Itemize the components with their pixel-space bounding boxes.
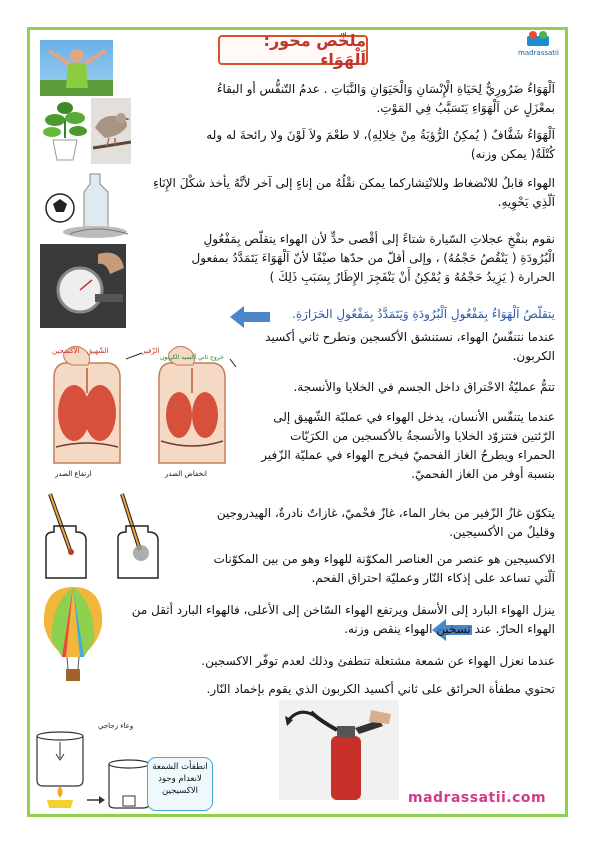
fire-extinguisher-image [279,700,399,800]
respiration-diagram [34,343,239,478]
co2-label: خروج ثاني أكسيد الكربون [160,354,224,361]
paragraph-tire-inflation: نقوم بنفْخِ عجلاتِ السّيارة شتاءً إلى أقْصى حدٍّ لأن الهواء يتقلّص بِمَفْعُولِ الْبُرُودَةِ ( يَنْقُصُ حَجْمُهُ) ، وإلى أقلّ من حدّها صيْفًا لأنّ اَلْهَوَاءَ يَتَمَدَّدُ بمفعول الحرارة ( يَزِيدُ حَجْمُهُ وَ يُمْكِنُ أَنْ يَنْفَجِرَ الإِطَارُ بِسَبَبِ ذَلِكَ ) [191,232,555,284]
plant-image [40,98,90,164]
paragraph-extinguisher: تحتوي مطفأة الحرائق على ثاني أكسيد الكربون الذي يقوم بإخماد النّار. [206,682,555,696]
glass-jar-label: وعاء زجاجي [98,722,134,730]
paragraph-breathing: عندما نتنفّسُ الهواء، نستنشق الأكسجين ونطرح ثاني أكسيد الكربون. [265,330,555,363]
oxygen-label: الأكسجين [52,347,80,355]
candle-callout: انطفأت الشمعة لانعدام وجود الاكسيجين [147,757,213,811]
candle-under-jar-diagram [33,720,153,812]
logo-icon [525,30,551,48]
breathing-person-image [40,40,113,96]
paragraph-inhale-exhale: عندما يتنفّس الأنسان، يدخل الهواء في عمليّة الشّهيق إلى الرّئتين فتتزوّد الخلايا والأنسجةُ بالأكسجين من الكرَيّات الحمراء ويطرحُ الغاز الفحميّ فيخرج الهواء في عمليّة الزّفير بنسبة أوفر من الغاز الفحميّ. [261,410,555,481]
paragraph-contraction-expansion: يتقلّصُ اَلْهَوَاءُ بِمَفْعُولِ اَلْبُرُودَةِ وَيَتَمَدَّدُ بِمَفْعُولِ الحَرَارَةِ. [292,307,555,321]
paragraph-air-properties: اَلْهَوَاءُ شَفَّافٌ ( يُمكِنُ الرُّؤيَةُ مِنْ خِلالِهِ)، لا طعْمَ ولاَ لَوْنَ ولا رائحةَ له وله كُتْلَةٌ( يمكن وزنه) [206,128,555,161]
paragraph-combustion: تتمُّ عمليّةُ الاحْتراق داخل الجسم في الخلايا والأنسجة. [293,380,555,394]
paragraph-oxygen: الاكسيجين هو عنصر من العناصر المكوّنة للهواء وهو من بين المكوّنات اَلّتي تساعد على إذكاء النّار وعمليّة احتراق الفحم. [213,552,555,585]
chest-up-label: ارتفاع الصدر [55,470,92,478]
paragraph-exhaled-gas: يتكوّن غازُ الزّفير من بخار الماء، غازٌ فحْميّ، غازاتٌ نادرةٌ، الهيدروجين وقليلٌ من الأكسيجين. [216,506,555,539]
watermark: madrassatii.com [408,790,547,806]
tire-pressure-gauge-image [40,244,126,328]
bird-image [91,98,131,164]
ball-and-bottle-image [40,168,132,240]
paragraph-hot-cold-air: ينزل الهواء البارد إلى الأسفل ويرتفع الهواء السّاخن إلى الأعلى، فالهواء البارد أثقل من الهواء الحارّ. عند تسخين الهواء ينقص وزنه. [131,603,555,636]
paragraph-compressibility: الهواء قابلٌ للانْضغاط وللانْتِشاركما يمكن نقْلُهُ من إناءٍ إلى آخر لأنَّهُ يأخذ شكْلَ الإِنَاءِ اَلّذِي يَحْوِيهِ. [153,176,555,209]
paragraph-air-necessity: اَلْهَوَاءُ ضَرُورِيٌّ لِحَيَاةِ الْإِنْسَانِ وَالْحَيَوَانِ وَالنَّبَاتِ . عدمُ التّنفُّس أو البقاءُ بمعْزَلٍ عن اَلْهَوَاءِ يَتَسَبَّبُ فِي المَوْتِ. [216,82,555,115]
chest-down-label: انخفاض الصدر [165,470,207,478]
match-in-jar-experiment-image [36,490,166,582]
site-logo [518,30,558,64]
logo-text: madrassatii [518,49,559,57]
exhale-label: الزّفير [142,347,160,355]
inhale-label: الشّهيق [87,347,109,355]
hot-air-balloon-image [40,585,106,685]
page-title: ملخّص محور: اَلْهَوَاء [218,35,368,65]
paragraph-candle: عندما نعزل الهواء عن شمعة مشتعلة تنطفئ وذلك لعدم توفّر الاكسجين. [201,654,555,668]
